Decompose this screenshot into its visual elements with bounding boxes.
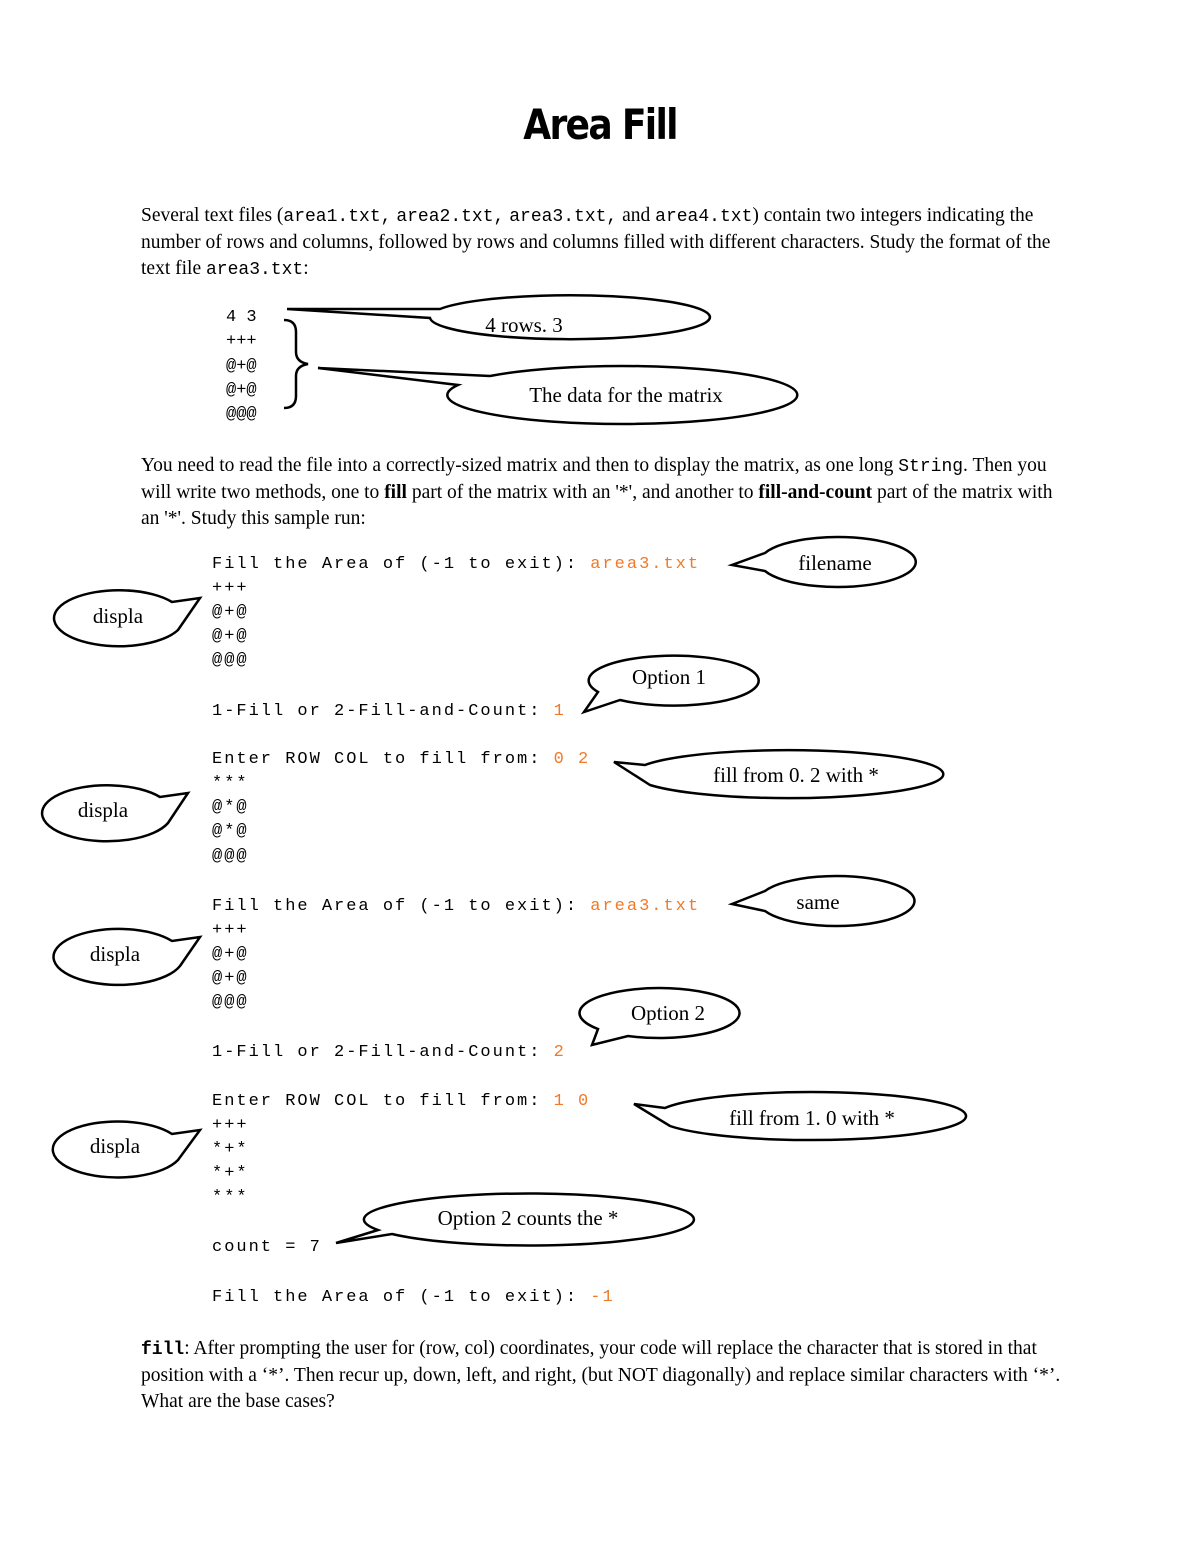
terminal-line: @+@ (212, 627, 249, 646)
intro-paragraph: Several text files (area1.txt, area2.txt, area3.txt, and area4.txt) contain two integers indicating the number of rows and columns, followed by rows and columns filled with different characters. Study the format of the text file area3.txt: (141, 205, 1051, 280)
terminal-line: +++ (212, 579, 249, 598)
terminal-line: 1-Fill or 2-Fill-and-Count: 1 (212, 702, 566, 721)
terminal-line: *+* (212, 1164, 249, 1183)
terminal-line: Fill the Area of (-1 to exit): area3.txt (212, 897, 701, 916)
terminal-input: 0 2 (553, 750, 591, 769)
terminal-line: +++ (212, 921, 249, 940)
file-line: @@@ (226, 405, 257, 424)
terminal-line: count = 7 (212, 1238, 322, 1257)
terminal-input: -1 (590, 1288, 615, 1307)
terminal-input: area3.txt (590, 555, 701, 574)
callout-same-text: same (796, 890, 840, 914)
terminal-line: @+@ (212, 603, 249, 622)
terminal-line: Fill the Area of (-1 to exit): area3.txt (212, 555, 701, 574)
instructions-paragraph: You need to read the file into a correctly-sized matrix and then to display the matrix, as one long String. Then you will write two methods, one to fill part of the matrix with an '*', and another to fill-and-count part of the matrix with an '*'. Study this sample run: (141, 455, 1053, 529)
callout-option1-text: Option 1 (631, 665, 707, 689)
callout-option2-text: Option 2 (630, 1001, 706, 1025)
terminal-line: *+* (212, 1140, 249, 1159)
callout-filename-text: filename (798, 551, 872, 575)
terminal-line: Fill the Area of (-1 to exit): -1 (212, 1288, 615, 1307)
terminal-line: @*@ (212, 798, 249, 817)
terminal-input: area3.txt (590, 897, 701, 916)
file-line: @+@ (226, 381, 257, 400)
terminal-line: Enter ROW COL to fill from: 0 2 (212, 750, 591, 769)
terminal-input: 1 (553, 702, 566, 721)
callout-fill10-text: fill from 1. 0 with * (729, 1106, 895, 1130)
file-line: 4 3 (226, 308, 257, 327)
callout-displa-text: displa (89, 942, 141, 966)
terminal-line: @+@ (212, 969, 249, 988)
terminal-line: @+@ (212, 945, 249, 964)
terminal-line: *** (212, 1188, 249, 1207)
terminal-input: 1 0 (553, 1092, 591, 1111)
terminal-line: +++ (212, 1116, 249, 1135)
callout-rows-text: 4 rows. 3 (485, 313, 563, 337)
page-title: Area Fill (523, 100, 677, 149)
callout-fill02-text: fill from 0. 2 with * (713, 763, 879, 787)
terminal-input: 2 (553, 1043, 566, 1062)
terminal-line: 1-Fill or 2-Fill-and-Count: 2 (212, 1043, 566, 1062)
terminal-line: @*@ (212, 822, 249, 841)
brace-shape (284, 320, 308, 408)
callout-data-text: The data for the matrix (529, 383, 723, 407)
callout-displa-text: displa (77, 798, 129, 822)
file-line: @+@ (226, 357, 257, 376)
callout-counts-text: Option 2 counts the * (437, 1206, 619, 1230)
callout-displa-text: displa (89, 1134, 141, 1158)
terminal-line: @@@ (212, 651, 249, 670)
fill-description-paragraph: fill: After prompting the user for (row, col) coordinates, your code will replace the character that is stored in that position with a ‘*’. Then recur up, down, left, and right, (but NOT diagonally) and replace similar characters with ‘*’. What are the base cases? (141, 1338, 1061, 1412)
terminal-line: *** (212, 774, 249, 793)
file-line: +++ (226, 332, 257, 351)
terminal-line: @@@ (212, 993, 249, 1012)
terminal-line: Enter ROW COL to fill from: 1 0 (212, 1092, 591, 1111)
callout-displa-text: displa (92, 604, 144, 628)
terminal-line: @@@ (212, 847, 249, 866)
